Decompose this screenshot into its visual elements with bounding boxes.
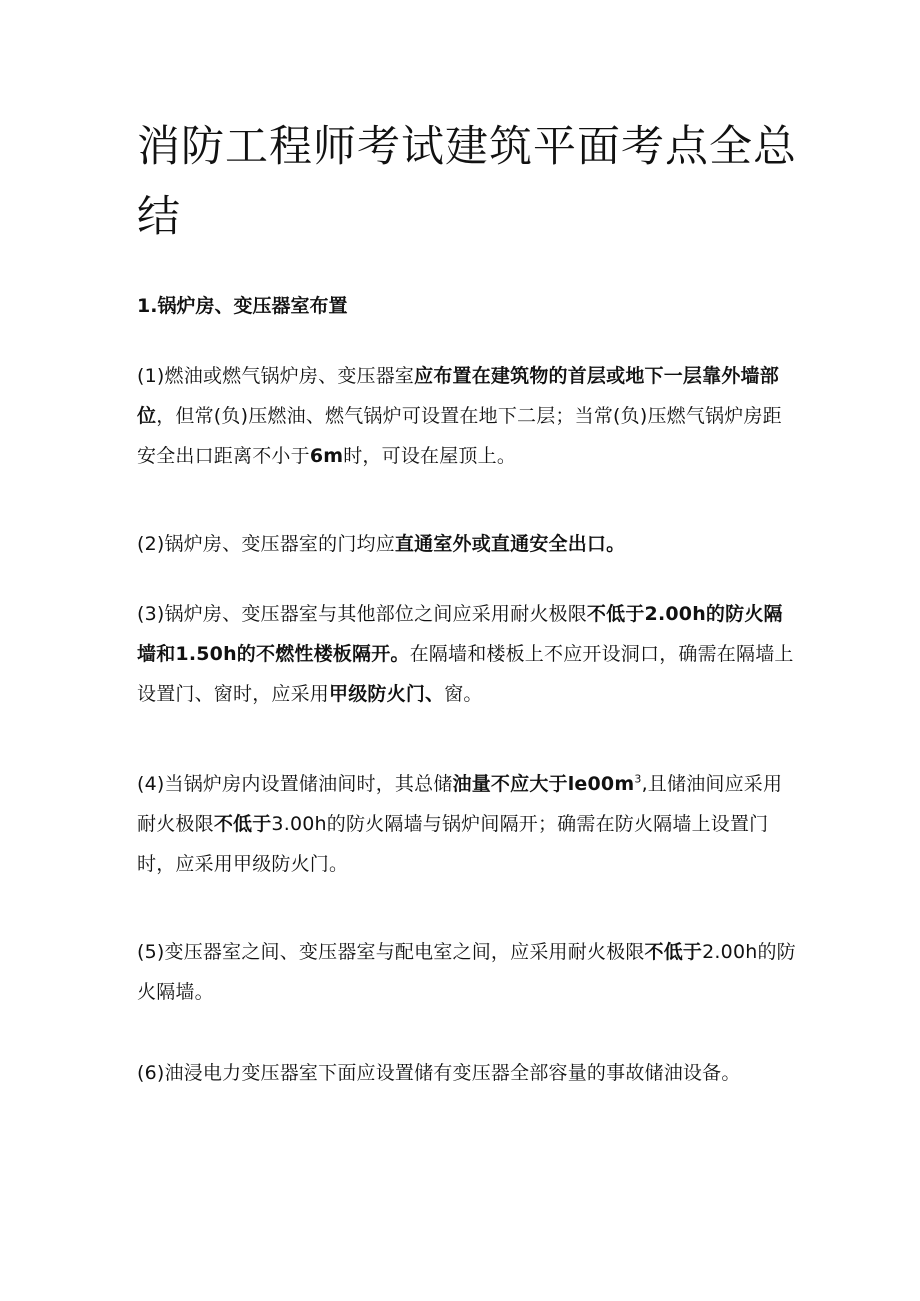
text-segment: 3.00h的防火隔墙与锅炉间隔开；确需在防火隔墙上设置门时，应采用甲级防火门。: [137, 813, 769, 875]
text-segment: 3: [634, 772, 642, 786]
paragraph-3: [137, 594, 797, 714]
bold-text-segment: 6m: [309, 445, 344, 467]
text-segment: (5)变压器室之间、变压器室与配电室之间，应采用耐火极限: [137, 941, 645, 963]
paragraph-4: [137, 764, 797, 884]
text-segment: 窗。: [444, 683, 483, 705]
text-segment: (6)油浸电力变压器室下面应设置储有变压器全部容量的事故储油设备。: [137, 1062, 741, 1084]
bold-text-segment: 不低于2.00h的防火隔墙和1.50h的不燃性楼板隔开。: [137, 603, 783, 665]
bold-text-segment: 油量不应大于le00m: [452, 773, 635, 795]
document-title: 消防工程师考试建筑平面考点全总结: [137, 122, 797, 242]
bold-text-segment: 甲级防火门、: [329, 683, 445, 705]
paragraph-2: [137, 524, 797, 564]
text-segment: ,且储油间应采用耐火极限: [137, 773, 783, 835]
text-segment: 时，可设在屋顶上。: [343, 445, 517, 467]
bold-text-segment: 不低于: [644, 941, 703, 963]
text-segment: (1)燃油或燃气锅炉房、变压器室: [137, 365, 415, 387]
paragraph-1: [137, 356, 797, 476]
bold-text-segment: 不低于: [213, 813, 272, 835]
bold-text-segment: 应布置在建筑物的首层或地下一层靠外墙部位: [137, 365, 779, 427]
bold-text-segment: 直通室外或直通安全出口。: [394, 533, 626, 555]
text-segment: ，但常(负)压燃油、燃气锅炉可设置在地下二层；当常(负)压燃气锅炉房距安全出口距离不小于: [137, 405, 782, 467]
paragraph-6: [137, 1053, 797, 1093]
text-segment: (4)当锅炉房内设置储油间时，其总储: [137, 773, 453, 795]
section-heading: 1.锅炉房、变压器室布置: [137, 295, 348, 317]
paragraph-5: [137, 932, 797, 1012]
text-segment: (3)锅炉房、变压器室与其他部位之间应采用耐火极限: [137, 603, 587, 625]
text-segment: 在隔墙和楼板上不应开设洞口，确需在隔墙上设置门、窗时，应采用: [137, 643, 794, 705]
text-segment: 2.00h的防火隔墙。: [137, 941, 796, 1003]
text-segment: (2)锅炉房、变压器室的门均应: [137, 533, 395, 555]
